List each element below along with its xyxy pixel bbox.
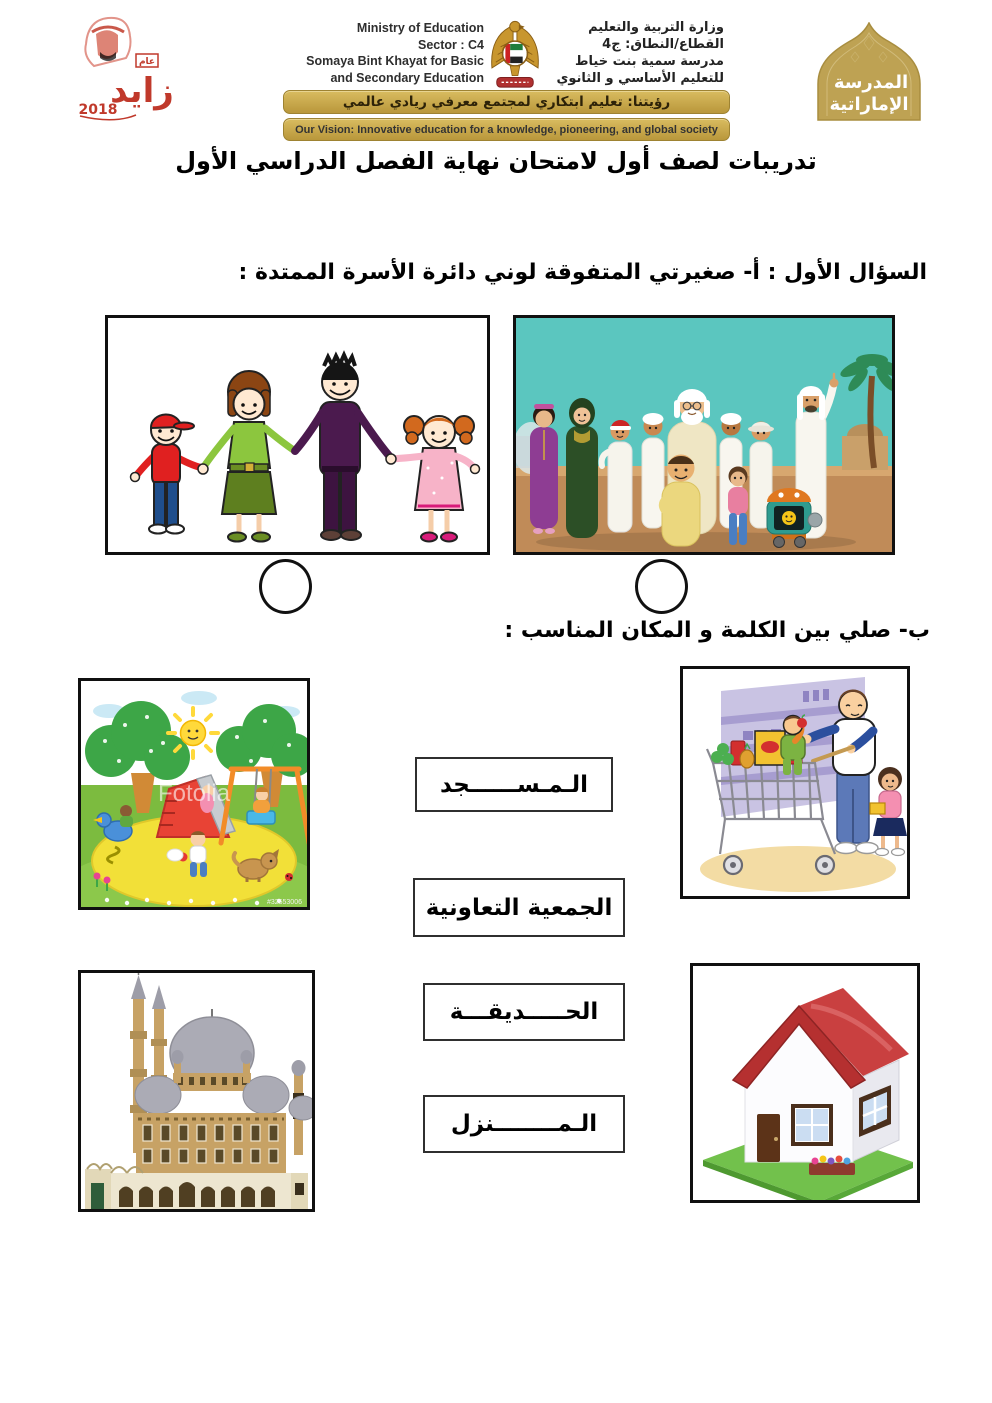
wordbox-mosque[interactable]: الـمـســــــجد: [415, 757, 613, 812]
wordbox-park[interactable]: الحـــــديقـــة: [423, 983, 625, 1041]
svg-text:زايد: زايد: [110, 71, 174, 111]
svg-text:2018: 2018: [78, 102, 118, 118]
front-window: [791, 1104, 833, 1146]
supermarket-shopping-icon: [683, 669, 907, 896]
emirati-school-logo: [803, 22, 935, 122]
sun-icon: [168, 708, 218, 758]
vision-bar-arabic: [283, 90, 730, 114]
mosque-image[interactable]: [78, 970, 315, 1212]
fotolia-watermark: Fotolia: [157, 780, 231, 807]
section-a-heading: السؤال الأول : أ- صغيرتي المتفوقة لوني دائرة الأسرة الممتدة :: [238, 260, 927, 285]
year-of-zayed-logo: [70, 12, 174, 128]
ministry-header: [283, 18, 730, 88]
answer-circle-right[interactable]: [635, 559, 688, 614]
nuclear-family-image: [105, 315, 490, 555]
stock-id-watermark: #32553006: [266, 899, 302, 906]
uae-falcon-emblem: [484, 18, 546, 94]
ministry-en-line4: and Secondary Education: [330, 70, 484, 85]
ministry-en-line1: Ministry of Education: [356, 21, 484, 35]
vision-text-english: Our Vision: Innovative education for a knowledge, pioneering, and global society: [295, 123, 718, 136]
svg-text:الإماراتية: الإماراتية: [829, 94, 909, 115]
chubby-boy-yellow: [662, 455, 700, 547]
school-arch-icon: [803, 22, 935, 122]
answer-circle-left[interactable]: [259, 559, 312, 614]
ministry-ar-line4: للتعليم الأساسي و الثانوي: [556, 70, 724, 86]
park-playground-icon: [81, 681, 307, 907]
ministry-en-line2: Sector : C4: [418, 37, 484, 52]
flower-box: [809, 1156, 855, 1176]
ministry-text-english: [283, 18, 484, 86]
zayed-portrait-icon: [70, 12, 174, 128]
uae-falcon-icon: [486, 18, 544, 90]
section-b-heading: ب- صلي بين الكلمة و المكان المناسب :: [504, 618, 930, 643]
house-image[interactable]: [690, 963, 920, 1203]
house-icon: [693, 966, 917, 1200]
wordbox-house[interactable]: الـمــــــــنزل: [423, 1095, 625, 1153]
ministry-text-arabic: [546, 18, 730, 88]
ministry-ar-line2: القطاع/النطاق: ج4: [602, 36, 724, 52]
extended-family-image: [513, 315, 895, 555]
vision-bar-english: [283, 118, 730, 141]
ministry-ar-line3: مدرسة سمية بنت خياط: [575, 53, 724, 69]
svg-text:عام: عام: [138, 57, 156, 67]
wordbox-cooperative[interactable]: الجمعية التعاونية: [413, 878, 625, 937]
page-title: تدريبات لصف أول لامتحان نهاية الفصل الدراسي الأول: [175, 147, 817, 175]
mother-abaya: [566, 398, 598, 538]
park-image[interactable]: [78, 678, 310, 910]
mosque-icon: [81, 973, 312, 1209]
extended-emirati-family-icon: [516, 318, 892, 552]
nuclear-family-cartoon-icon: [108, 318, 487, 552]
ministry-en-line3: Somaya Bint Khayat for Basic: [306, 54, 484, 68]
vision-text-arabic: رؤيتنا: تعليم ابتكاري لمجتمع معرفي ريادي عالمي: [342, 94, 671, 110]
ministry-ar-line1: وزارة التربية والتعليم: [588, 20, 724, 35]
supermarket-image[interactable]: [680, 666, 910, 899]
svg-text:المدرسة: المدرسة: [833, 72, 909, 93]
